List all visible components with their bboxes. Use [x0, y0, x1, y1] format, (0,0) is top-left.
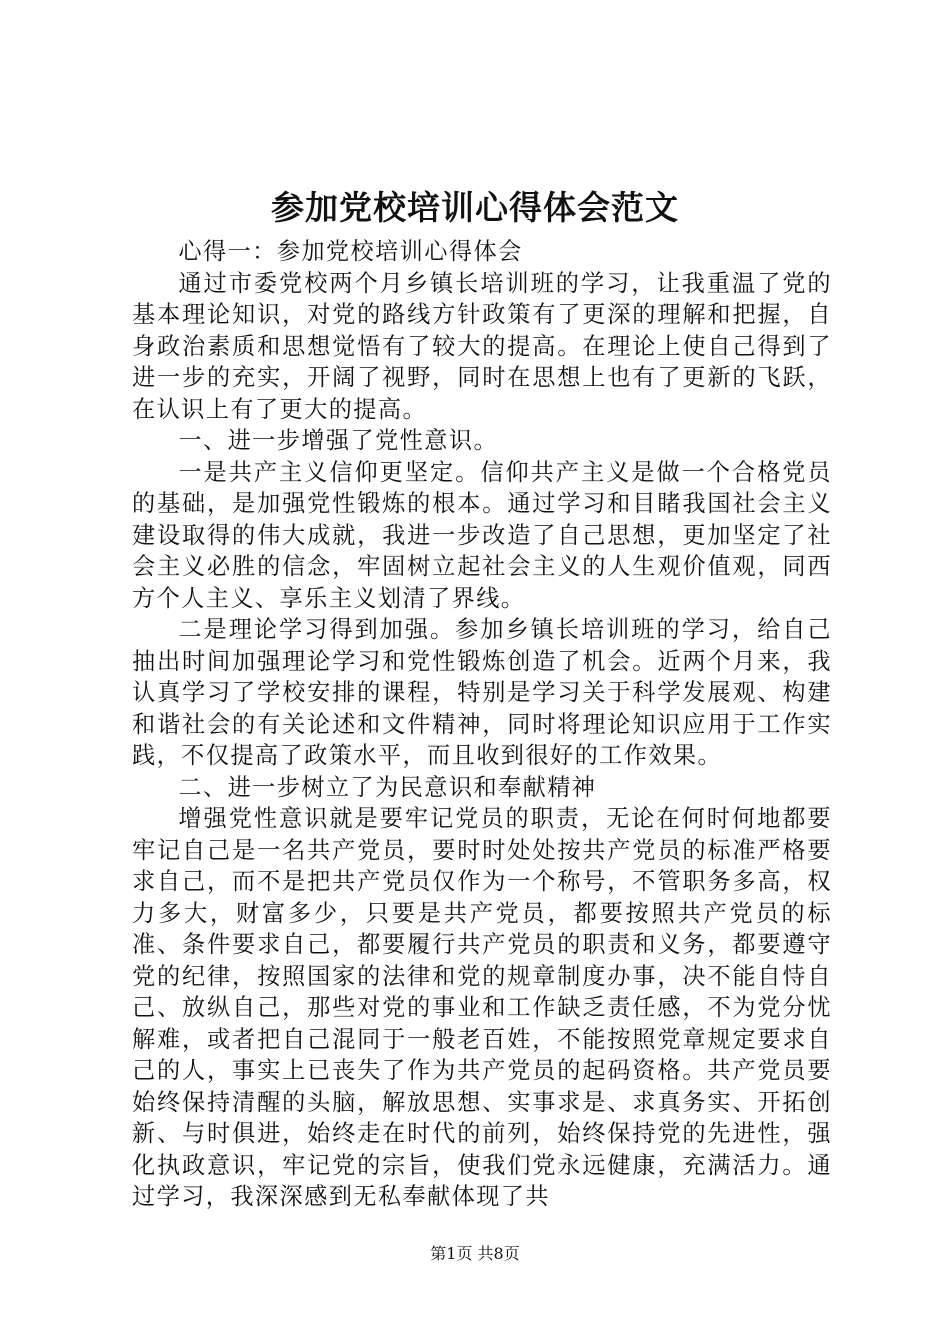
paragraph: 二是理论学习得到加强。参加乡镇长培训班的学习，给自己抽出时间加强理论学习和党性锻炼创造了机会。近两个月来，我认真学习了学校安排的课程，特别是学习关于科学发展观、构建和谐社会的有关论述和文件精神，同时将理论知识应用于工作实践，不仅提高了政策水平，而且收到很好的工作效果。 — [132, 616, 832, 769]
section-heading: 心得一：参加党校培训心得体会 — [178, 238, 523, 265]
paragraph: 一是共产主义信仰更坚定。信仰共产主义是做一个合格党员的基础，是加强党性锻炼的根本。通过学习和目睹我国社会主义建设取得的伟大成就，我进一步改造了自己思想，更加坚定了社会主义必胜的信念，牢固树立起社会主义的人生观价值观，同西方个人主义、享乐主义划清了界线。 — [132, 458, 832, 612]
section-heading: 一、进一步增强了党性意识。 — [178, 427, 499, 454]
document-title: 参加党校培训心得体会范文 — [271, 188, 679, 227]
paragraph: 增强党性意识就是要牢记党员的职责，无论在何时何地都要牢记自己是一名共产党员，要时时处处按共产党员的标准严格要求自己，而不是把共产党员仅作为一个称号，不管职务多高，权力多大，财富多少，只要是共产党员，都要按照共产党员的标准、条件要求自己，都要履行共产党员的职责和义务，都要遵守党的纪律，按照国家的法律和党的规章制度办事，决不能自恃自己、放纵自己，那些对党的事业和工作缺乏责任感，不为党分忧解难，或者把自己混同于一般老百姓，不能按照党章规定要求自己的人，事实上已丧失了作为共产党员的起码资格。共产党员要始终保持清醒的头脑，解放思想、实事求是、求真务实、开拓创新、与时俱进，始终走在时代的前列，始终保持党的先进性，强化执政意识，牢记党的宗旨，使我们党永远健康，充满活力。通过学习，我深深感到无私奉献体现了共 — [132, 805, 832, 1210]
page-footer: 第1页 共8页 — [430, 1244, 520, 1263]
document-body — [132, 236, 832, 1213]
paragraph: 通过市委党校两个月乡镇长培训班的学习，让我重温了党的基本理论知识，对党的路线方针政策有了更深的理解和把握，自身政治素质和思想觉悟有了较大的提高。在理论上使自己得到了进一步的充实，开阔了视野，同时在思想上也有了更新的飞跃，在认识上有了更大的提高。 — [132, 269, 832, 423]
section-heading: 二、进一步树立了为民意识和奉献精神 — [178, 773, 597, 801]
